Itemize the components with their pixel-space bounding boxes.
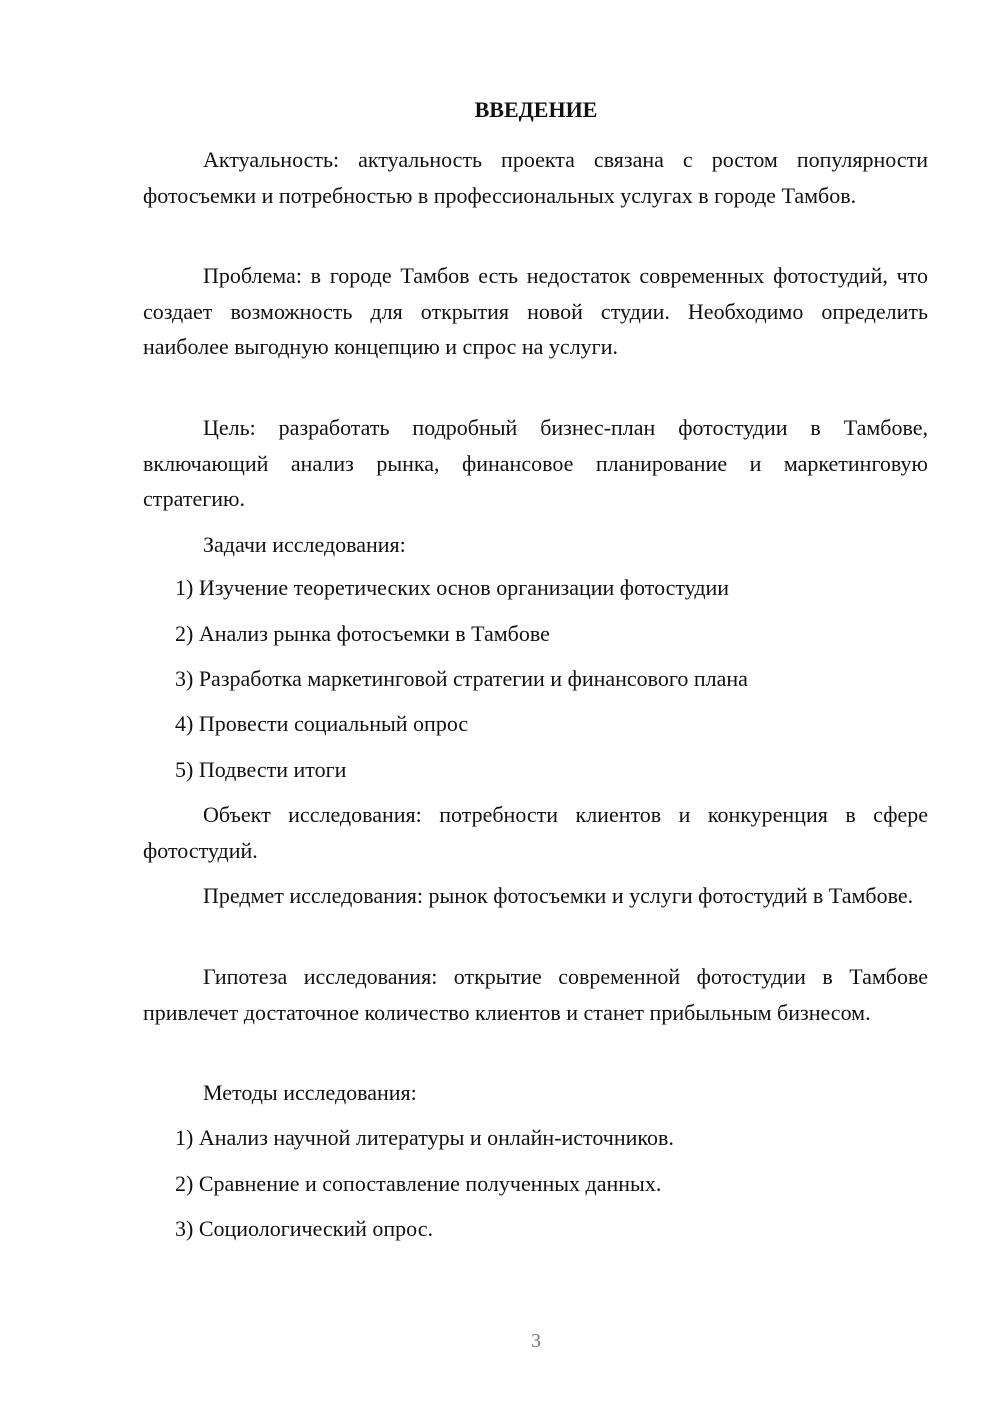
subject-text: Предмет исследования: рынок фотосъемки и услуги фотостудий в Тамбове. (203, 883, 914, 908)
goal-text: Цель: разработать подробный бизнес-план фотостудии в Тамбове, включающий анализ рынка, финансовое планирование и маркетинговую стратегию. (143, 415, 928, 511)
relevance-text: Актуальность: актуальность проекта связана с ростом популярности фотосъемки и потребностью в профессиональных услугах в городе Тамбов. (143, 147, 928, 208)
methods-heading: Методы исследования: (203, 1080, 417, 1105)
hypothesis-paragraph (143, 959, 928, 1030)
task-item-3: 3) Разработка маркетинговой стратегии и финансового плана (175, 666, 748, 691)
tasks-heading: Задачи исследования: (203, 532, 406, 557)
task-item-5: 5) Подвести итоги (175, 757, 347, 782)
problem-text: Проблема: в городе Тамбов есть недостаток современных фотостудий, что создает возможность для открытия новой студии. Необходимо определить наиболее выгодную концепцию и спрос на услуги. (143, 263, 928, 359)
method-item-2: 2) Сравнение и сопоставление полученных данных. (175, 1171, 662, 1196)
goal-paragraph (143, 410, 928, 517)
page-title: ВВЕДЕНИЕ (474, 97, 598, 122)
task-item-1: 1) Изучение теоретических основ организации фотостудии (175, 575, 730, 600)
method-item-3: 3) Социологический опрос. (175, 1216, 433, 1241)
problem-paragraph (143, 258, 928, 365)
page-number: 3 (531, 1330, 541, 1352)
method-item-1: 1) Анализ научной литературы и онлайн-источников. (175, 1125, 674, 1150)
relevance-paragraph (143, 142, 928, 213)
task-item-4: 4) Провести социальный опрос (175, 711, 469, 736)
task-item-2: 2) Анализ рынка фотосъемки в Тамбове (175, 621, 550, 646)
object-paragraph (143, 797, 928, 868)
hypothesis-text: Гипотеза исследования: открытие современной фотостудии в Тамбове привлечет достаточное количество клиентов и станет прибыльным бизнесом. (143, 964, 928, 1025)
subject-paragraph (143, 878, 928, 914)
object-text: Объект исследования: потребности клиентов и конкуренция в сфере фотостудий. (143, 802, 928, 863)
